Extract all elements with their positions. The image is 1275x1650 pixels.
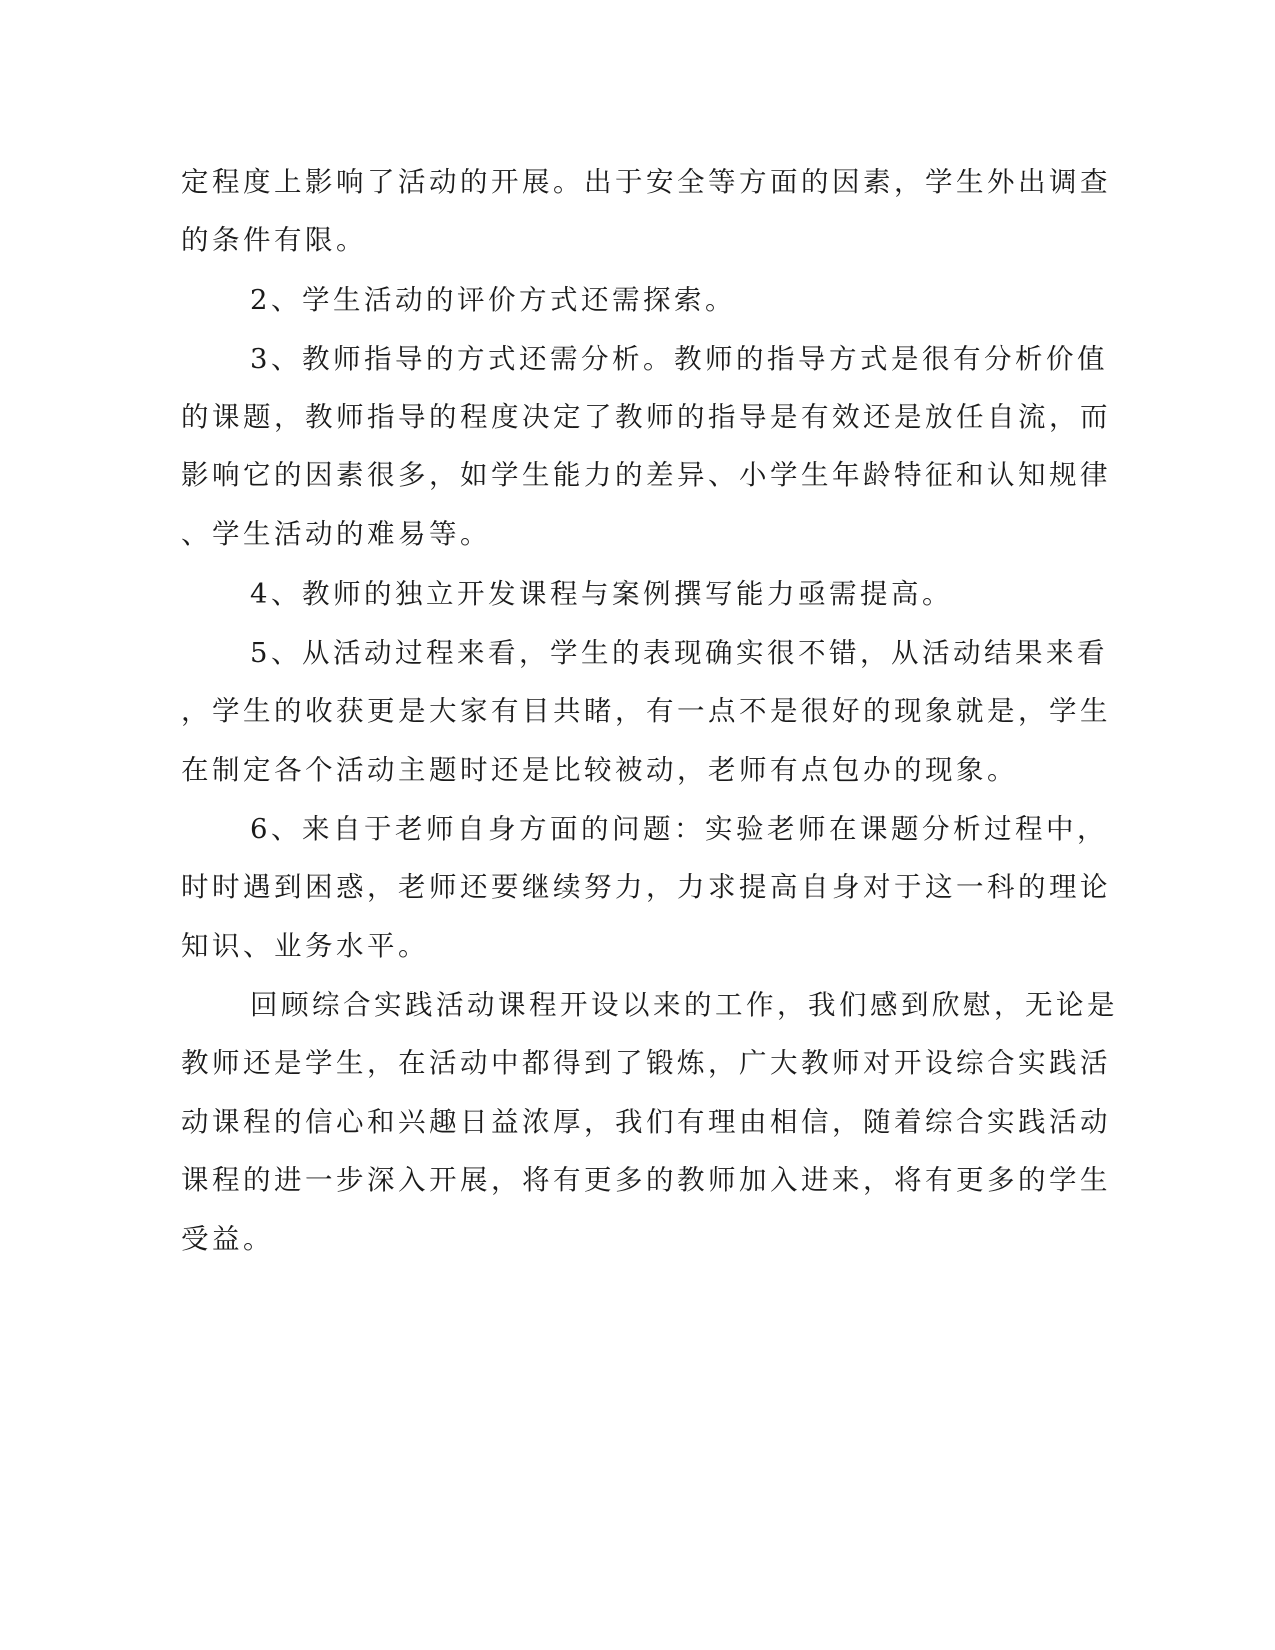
text-line: 教师还是学生，在活动中都得到了锻炼，广大教师对开设综合实践活 — [181, 1047, 1111, 1079]
text-line: 4、教师的独立开发课程与案例撰写能力亟需提高。 — [250, 578, 953, 610]
text-line: 知识、业务水平。 — [181, 930, 429, 962]
text-line: 在制定各个活动主题时还是比较被动，老师有点包办的现象。 — [181, 754, 1018, 786]
text-line: 的课题，教师指导的程度决定了教师的指导是有效还是放任自流，而 — [181, 401, 1111, 433]
text-line: 影响它的因素很多，如学生能力的差异、小学生年龄特征和认知规律 — [181, 459, 1111, 491]
text-line: 2、学生活动的评价方式还需探索。 — [250, 284, 736, 316]
text-line: 6、来自于老师自身方面的问题：实验老师在课题分析过程中， — [250, 813, 1108, 845]
text-line: 的条件有限。 — [181, 224, 367, 256]
text-line: 动课程的信心和兴趣日益浓厚，我们有理由相信，随着综合实践活动 — [181, 1106, 1111, 1138]
text-line: 5、从活动过程来看，学生的表现确实很不错，从活动结果来看 — [250, 637, 1108, 669]
text-line: 课程的进一步深入开展，将有更多的教师加入进来，将有更多的学生 — [181, 1164, 1111, 1196]
text-line: ，学生的收获更是大家有目共睹，有一点不是很好的现象就是，学生 — [181, 695, 1111, 727]
text-line: 时时遇到困惑，老师还要继续努力，力求提高自身对于这一科的理论 — [181, 871, 1111, 903]
text-line: 3、教师指导的方式还需分析。教师的指导方式是很有分析价值 — [250, 343, 1108, 375]
text-line: 回顾综合实践活动课程开设以来的工作，我们感到欣慰，无论是 — [250, 989, 1118, 1021]
text-line: 受益。 — [181, 1223, 274, 1255]
text-line: 定程度上影响了活动的开展。出于安全等方面的因素，学生外出调查 — [181, 166, 1111, 198]
text-line: 、学生活动的难易等。 — [181, 518, 491, 550]
